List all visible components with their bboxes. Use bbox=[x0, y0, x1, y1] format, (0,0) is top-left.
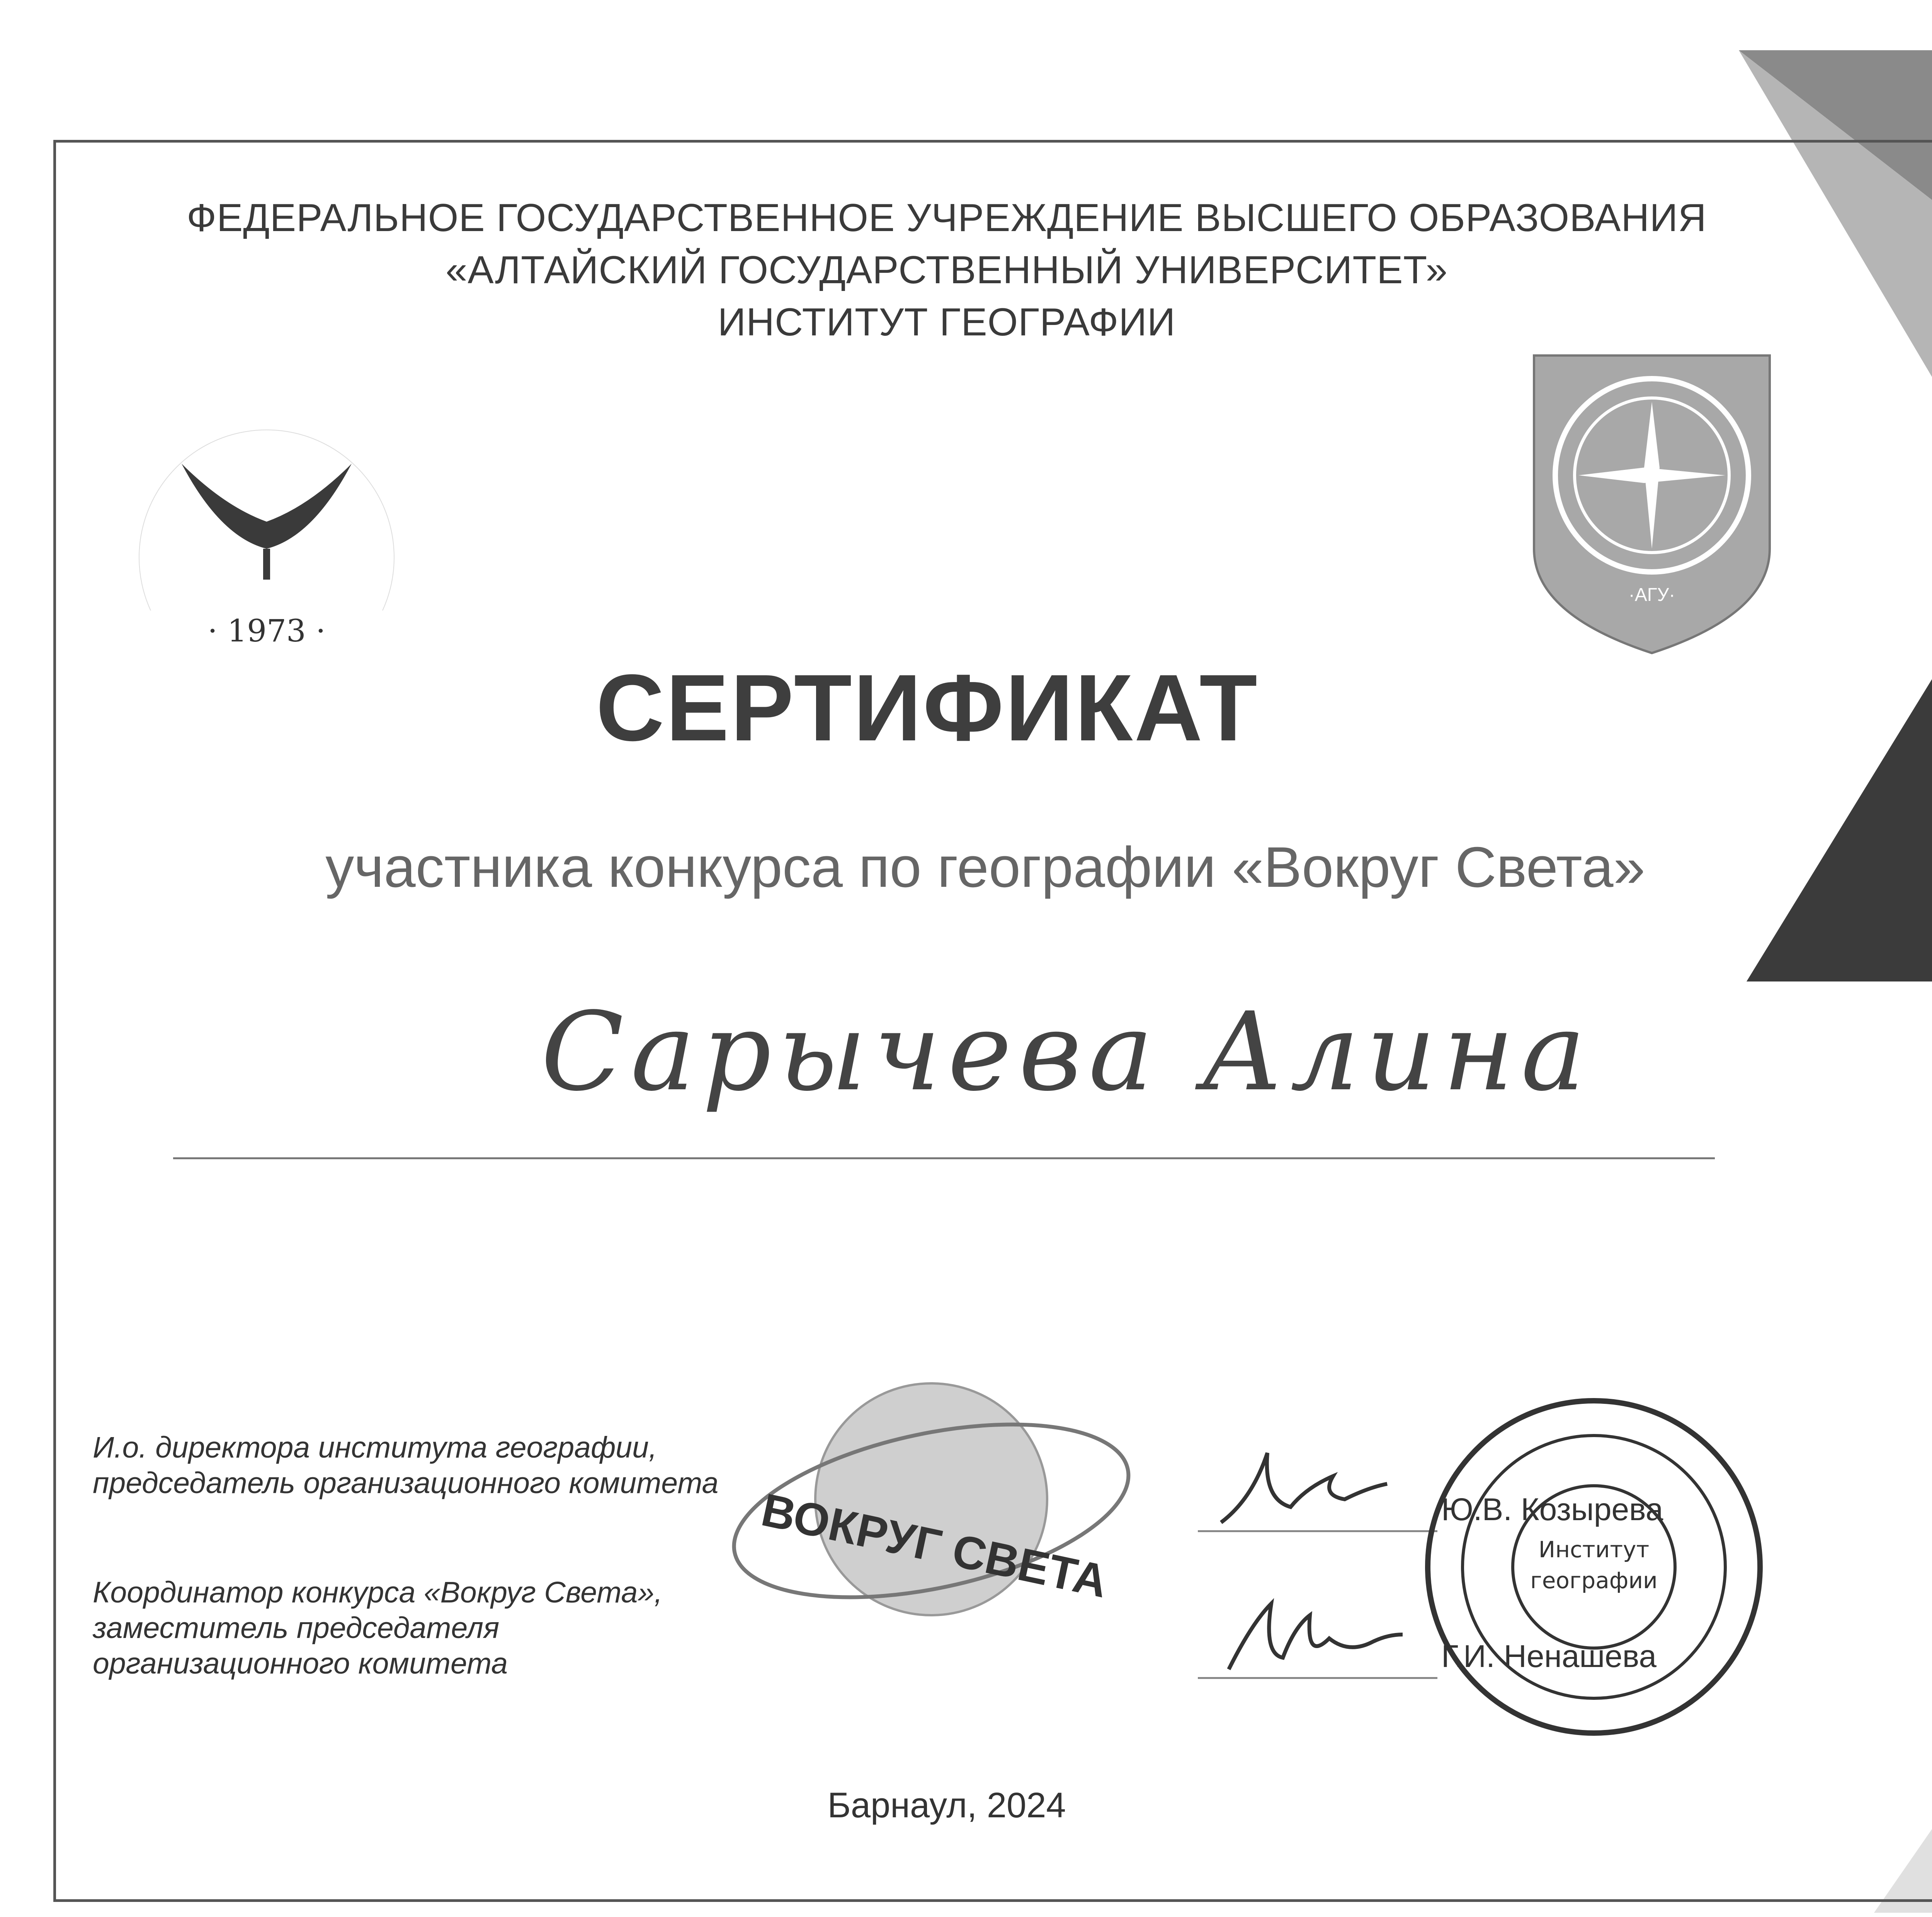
signature-1 bbox=[1206, 1430, 1399, 1546]
signature-line-2 bbox=[1198, 1677, 1437, 1679]
official-stamp bbox=[1410, 1383, 1777, 1750]
contest-logo bbox=[715, 1345, 1159, 1692]
city-and-year: Барнаул, 2024 bbox=[827, 1786, 1066, 1825]
signature-2 bbox=[1217, 1577, 1410, 1692]
institute-emblem bbox=[1526, 348, 1777, 657]
signatory-2-role: Координатор конкурса «Вокруг Света», заместитель председателя организационного комитета bbox=[93, 1576, 663, 1680]
recipient-name: Сарычева Алина bbox=[541, 989, 1593, 1115]
svg-text:географии: географии bbox=[1530, 1567, 1658, 1594]
signature-line-1 bbox=[1198, 1530, 1437, 1532]
recipient-underline bbox=[173, 1157, 1715, 1159]
header-line-2: «АЛТАЙСКИЙ ГОСУДАРСТВЕННЫЙ УНИВЕРСИТЕТ» bbox=[446, 248, 1448, 292]
svg-text:· 1973 ·: · 1973 · bbox=[207, 613, 326, 649]
university-logo bbox=[93, 340, 440, 688]
svg-text:·АГУ·: ·АГУ· bbox=[1628, 585, 1675, 605]
signatory-1-name: Ю.В. Козырева bbox=[1441, 1492, 1663, 1527]
signatory-1-role: И.о. директора института географии, председатель организационного комитета bbox=[93, 1431, 719, 1500]
header-line-1: ФЕДЕРАЛЬНОЕ ГОСУДАРСТВЕННОЕ УЧРЕЖДЕНИЕ ВЫСШЕГО ОБРАЗОВАНИЯ bbox=[187, 196, 1707, 240]
svg-text:Институт: Институт bbox=[1538, 1536, 1650, 1563]
certificate-title: СЕРТИФИКАТ bbox=[596, 655, 1259, 760]
svg-text:ВОКРУГ СВЕТА: ВОКРУГ СВЕТА bbox=[757, 1483, 1112, 1608]
certificate-subtitle: участника конкурса по географии «Вокруг Света» bbox=[325, 835, 1645, 899]
header-line-3: ИНСТИТУТ ГЕОГРАФИИ bbox=[718, 301, 1176, 344]
signatory-2-name: Г.И. Ненашева bbox=[1441, 1639, 1657, 1674]
